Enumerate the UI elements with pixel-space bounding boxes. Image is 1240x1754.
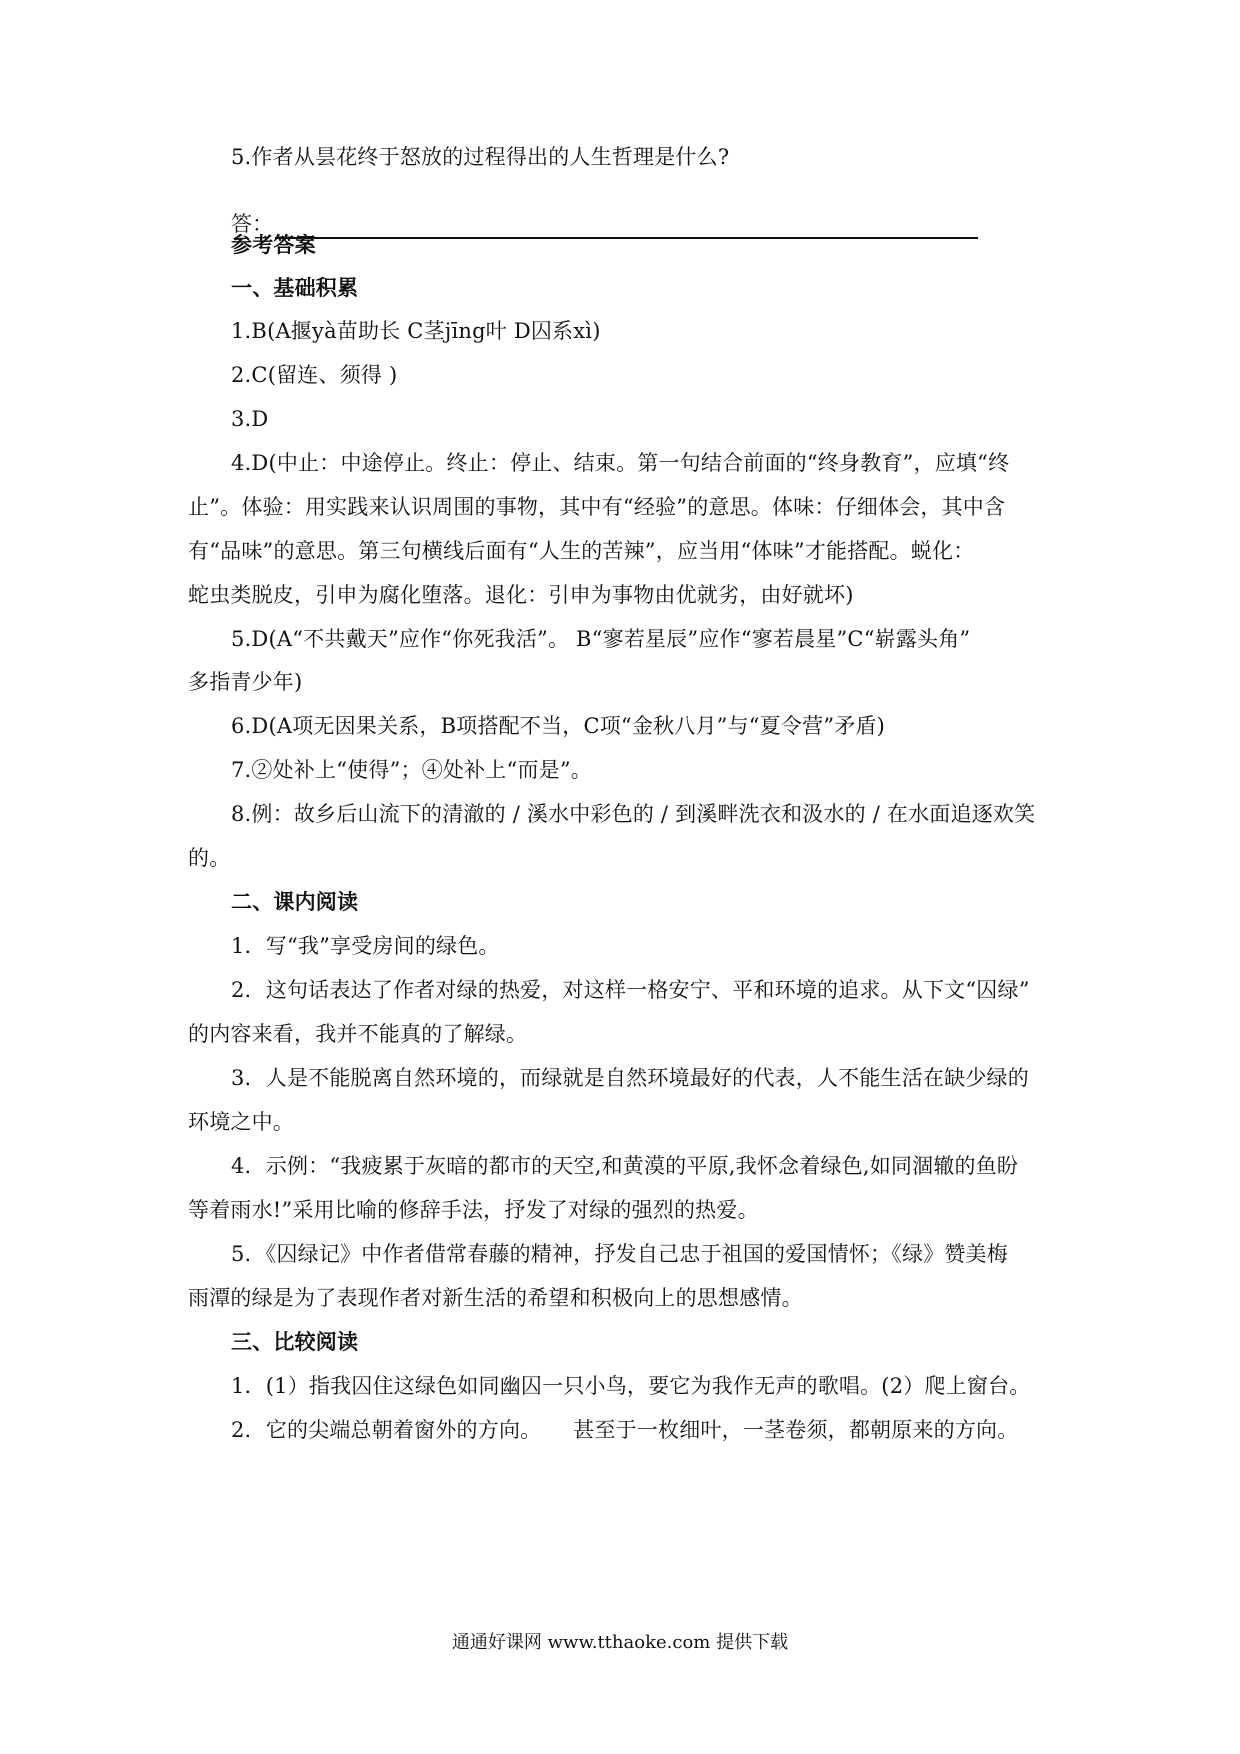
- answer-line: 5．《囚绿记》中作者借常春藤的精神，抒发自己忠于祖国的爱国情怀；《绿》赞美梅: [231, 1242, 1008, 1266]
- answer-line: 4．示例：“我疲累于灰暗的都市的天空,和黄漠的平原,我怀念着绿色,如同涸辙的鱼盼: [231, 1154, 1019, 1178]
- answer-row: [231, 207, 978, 239]
- answer-blank-line[interactable]: [275, 211, 978, 239]
- answer-line: 环境之中。: [188, 1110, 294, 1134]
- answer-line: 1.B(A揠yà苗助长 C茎jīng叶 D囚系xì): [231, 319, 601, 343]
- answer-line: 5.D(A“不共戴天”应作“你死我活”。 B“寥若星辰”应作“寥若晨星”C“崭露头角”: [231, 627, 971, 651]
- answer-line: 3．人是不能脱离自然环境的，而绿就是自然环境最好的代表，人不能生活在缺少绿的: [231, 1066, 1029, 1090]
- question-5: 5.作者从昙花终于怒放的过程得出的人生哲理是什么?: [231, 145, 730, 169]
- answer-line: 有“品味”的意思。第三句横线后面有“人生的苦辣”，应当用“体味”才能搭配。蜕化：: [188, 539, 975, 563]
- answer-line: 1．写“我”享受房间的绿色。: [231, 934, 500, 958]
- answer-line: 2.C(留连、须得 ): [231, 363, 398, 387]
- answer-line: 8.例：故乡后山流下的清澈的 / 溪水中彩色的 / 到溪畔洗衣和汲水的 / 在水面追逐欢笑: [231, 802, 1036, 826]
- answer-line: 雨潭的绿是为了表现作者对新生活的希望和积极向上的思想感情。: [188, 1286, 803, 1310]
- answer-line: 多指青少年): [188, 670, 303, 694]
- reference-answer-heading: 参考答案: [231, 232, 316, 257]
- answer-line: 2．这句话表达了作者对绿的热爱，对这样一格安宁、平和环境的追求。从下文“囚绿”: [231, 978, 1030, 1002]
- answer-line: 2．它的尖端总朝着窗外的方向。 甚至于一枚细叶，一茎卷须，都朝原来的方向。: [231, 1418, 1019, 1442]
- answer-line: 蛇虫类脱皮，引申为腐化堕落。退化：引申为事物由优就劣，由好就坏): [188, 583, 854, 607]
- answer-line: 1．(1）指我囚住这绿色如同幽囚一只小鸟，要它为我作无声的歌唱。(2）爬上窗台。: [231, 1374, 1031, 1398]
- answer-line: 止”。体验：用实践来认识周围的事物，其中有“经验”的意思。体味：仔细体会，其中含: [188, 495, 1006, 519]
- answer-line: 等着雨水!”采用比喻的修辞手法，抒发了对绿的强烈的热爱。: [188, 1198, 759, 1222]
- answer-line: 4.D(中止：中途停止。终止：停止、结束。第一句结合前面的“终身教育”，应填“终: [231, 451, 1010, 475]
- section-heading-basic: 一、基础积累: [231, 275, 359, 300]
- answer-line: 的。: [188, 846, 231, 870]
- answer-label: 答：: [231, 212, 273, 236]
- answer-line: 3.D: [231, 407, 269, 431]
- section-heading-in-class: 二、课内阅读: [231, 889, 359, 914]
- answer-line: 6.D(A项无因果关系，B项搭配不当，C项“金秋八月”与“夏令营”矛盾): [231, 714, 886, 738]
- page-footer: 通通好课网 www.tthaoke.com 提供下载: [451, 1632, 789, 1653]
- answer-line: 7.②处补上“使得”；④处补上“而是”。: [231, 758, 592, 782]
- section-heading-comparative: 三、比较阅读: [231, 1329, 359, 1354]
- answer-line: 的内容来看，我并不能真的了解绿。: [188, 1022, 528, 1046]
